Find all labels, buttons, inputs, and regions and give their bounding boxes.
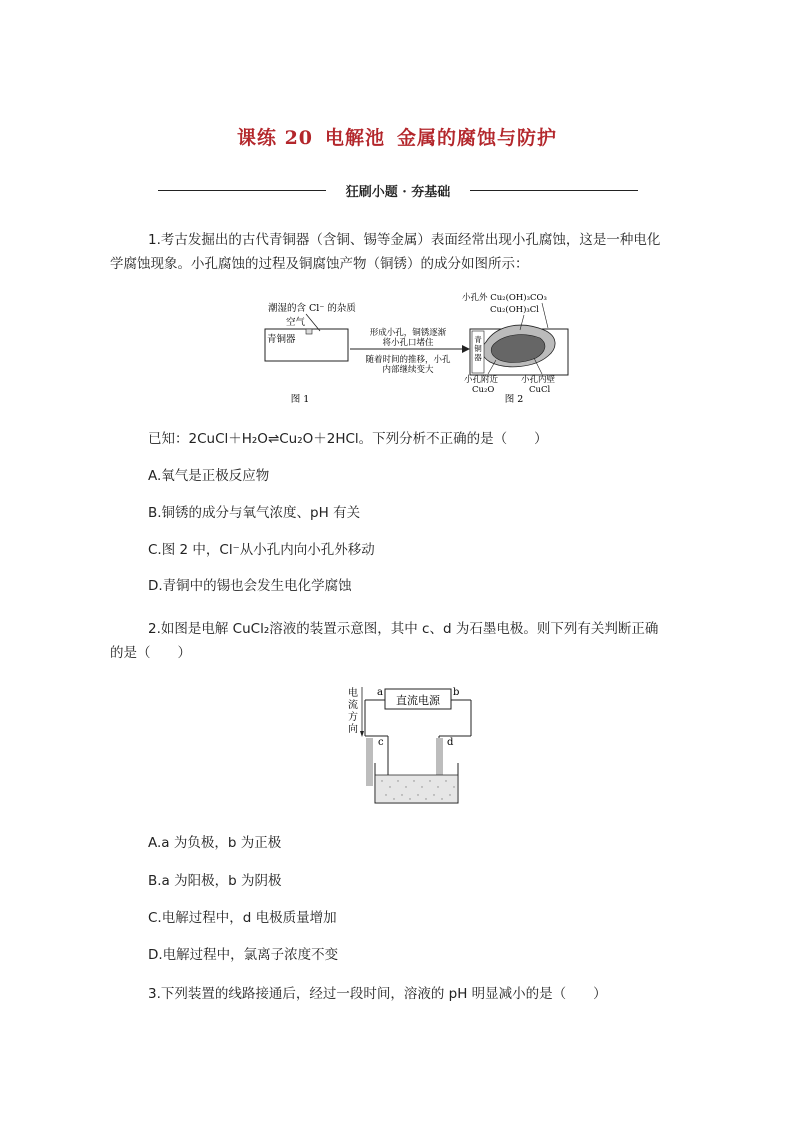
question-3-text: 3.下列装置的线路接通后，经过一段时间，溶液的 pH 明显减小的是（ ） (148, 986, 607, 1002)
lesson-number: 课练 20 (236, 127, 314, 149)
fig1-air-label: 空气 (286, 317, 306, 328)
inner-wall-compound: CuCl (529, 385, 551, 395)
fig1-caption: 图 1 (290, 394, 310, 405)
current-char-1: 电 (348, 688, 358, 699)
current-char-4: 向 (348, 724, 358, 735)
section-header (158, 181, 638, 199)
section-rule-right (470, 190, 638, 191)
near-hole-compound: Cu₂O (472, 385, 495, 395)
current-char-3: 方 (348, 712, 358, 723)
question-2-text: 2.如图是电解 CuCl₂溶液的装置示意图，其中 c、d 为石墨电极。则下列有关判断正确的是（ ） (110, 621, 659, 661)
question-1-option-d: D.青铜中的锡也会发生电化学腐蚀 (148, 578, 352, 594)
arrow-text-3: 随着时间的推移，小孔 (365, 355, 451, 365)
fig1-impurity-label: 潮湿的含 Cl⁻ 的杂质 (268, 303, 356, 314)
page-title (0, 123, 794, 150)
electrode-c-label: c (378, 737, 384, 748)
title-part-1: 电解池 (325, 127, 386, 149)
question-2-option-a: A.a 为负极，b 为正极 (148, 835, 282, 851)
fig2-caption: 图 2 (504, 394, 524, 405)
title-part-2: 金属的腐蚀与防护 (397, 127, 558, 149)
question-1-option-c: C.图 2 中，Cl⁻从小孔内向小孔外移动 (148, 542, 375, 558)
outside-hole-compound: Cu₂(OH)₃Cl (490, 305, 540, 315)
question-2-option-d: D.电解过程中，氯离子浓度不变 (148, 947, 339, 963)
terminal-b-label: b (453, 687, 460, 698)
fig2-bronze-vertical-label: 青铜器 (474, 335, 482, 362)
electrode-d-label: d (447, 737, 454, 748)
fig1-bronze-label: 青铜器 (267, 334, 296, 345)
question-1-known: 已知：2CuCl＋H₂O⇌Cu₂O＋2HCl。下列分析不正确的是（ ） (148, 431, 548, 447)
question-1-text: 1.考古发掘出的古代青铜器（含铜、锡等金属）表面经常出现小孔腐蚀，这是一种电化学腐蚀现象。小孔腐蚀的过程及铜腐蚀产物（铜锈）的成分如图所示： (110, 232, 661, 272)
electrode-c (366, 738, 373, 786)
arrow-text-4: 内部继续变大 (382, 365, 434, 375)
question-2-option-c: C.电解过程中，d 电极质量增加 (148, 910, 337, 926)
question-1-figure (258, 290, 574, 408)
current-direction-label (348, 686, 358, 735)
current-char-2: 流 (348, 700, 358, 711)
terminal-a-label: a (377, 687, 383, 698)
arrow-text-1: 形成小孔，铜锈逐渐 (369, 328, 447, 338)
near-hole-label: 小孔附近 (464, 375, 499, 385)
solution (376, 775, 457, 802)
question-1-option-b: B.铜锈的成分与氧气浓度、pH 有关 (148, 505, 361, 521)
inner-wall-label: 小孔内壁 (521, 375, 556, 385)
outside-hole-label: 小孔外 Cu₂(OH)₃CO₃ (462, 293, 547, 303)
question-2-option-b: B.a 为阳极，b 为阴极 (148, 873, 282, 889)
arrow-text-2: 将小孔口堵住 (382, 338, 434, 348)
dc-power-label: 直流电源 (396, 694, 440, 707)
section-label: 狂刷小题 · 夯基础 (345, 185, 451, 200)
electrolysis-figure (342, 683, 488, 807)
question-1-option-a: A.氧气是正极反应物 (148, 468, 270, 484)
